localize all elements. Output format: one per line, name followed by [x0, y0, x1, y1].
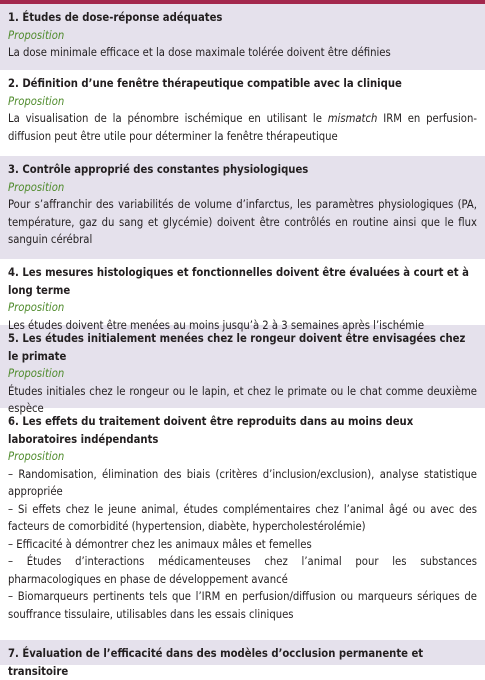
section-7: [0, 640, 485, 678]
section-title: 6. Les effets du traitement doivent être reproduits dans au moins deux laboratoires indépendants: [8, 415, 414, 446]
section-title: 7. Évaluation de l’efficacité dans des modèles d’occlusion permanente et transitoire: [8, 647, 424, 678]
section-title: 3. Contrôle approprié des constantes physiologiques: [8, 163, 309, 176]
section-title: 1. Études de dose-réponse adéquates: [8, 11, 223, 24]
section-body: [8, 110, 477, 145]
section-1: [0, 4, 485, 70]
bullet-item: – Randomisation, élimination des biais (critères d’inclusion/exclusion), analyse statistique appropriée: [8, 467, 477, 498]
body-text-part: La visualisation de la pénombre ischémique en utilisant le: [8, 112, 328, 125]
section-title: 5. Les études initialement menées chez le rongeur doivent être envisagées chez le primate: [8, 332, 466, 363]
section-2: [0, 70, 485, 156]
section-4: [0, 259, 485, 332]
section-title: 4. Les mesures histologiques et fonctionnelles doivent être évaluées à court et à long terme: [8, 266, 469, 297]
body-text-part: IRM en perfusion-diffusion peut être utile pour déterminer la fenêtre thérapeutique: [8, 112, 477, 143]
proposition-label: Proposition: [8, 28, 65, 42]
section-body: La dose minimale efficace et la dose maximale tolérée doivent être définies: [8, 46, 391, 59]
proposition-label: Proposition: [8, 180, 65, 194]
bullet-item: – Efficacité à démontrer chez les animaux mâles et femelles: [8, 537, 312, 551]
section-title: 2. Définition d’une fenêtre thérapeutique compatible avec la clinique: [8, 77, 402, 90]
section-5: [0, 325, 485, 415]
bullet-list: [8, 466, 477, 624]
bullet-item: – Études d’interactions médicamenteuses chez l’animal pour les substances pharmacologiques en phase de développement avancé: [8, 555, 477, 586]
section-body: Les études doivent être menées au moins jusqu’à 2 à 3 semaines après l’ischémie: [8, 318, 425, 332]
proposition-label: Proposition: [8, 450, 65, 463]
proposition-label: Proposition: [8, 94, 65, 108]
section-body: Études initiales chez le rongeur ou le lapin, et chez le primate ou le chat comme deuxième espèce: [8, 384, 477, 415]
bullet-item: – Biomarqueurs pertinents tels que l’IRM en perfusion/diffusion ou marqueurs sériques de souffrance tissulaire, utilisables dans les essais cliniques: [8, 590, 477, 621]
section-6: [0, 408, 485, 640]
section-body: Pour s’affranchir des variabilités de volume d’infarctus, les paramètres physiologiques (PA, température, gaz du sang et glycémie) doivent être contrôlés en routine ainsi que le flux sanguin cérébral: [8, 198, 477, 246]
bullet-item: – Si effets chez le jeune animal, études complémentaires chez l’animal âgé ou avec des facteurs de comorbidité (hypertension, diabète, hypercholestérolémie): [8, 502, 477, 533]
body-emphasis: mismatch: [327, 112, 378, 125]
proposition-label: Proposition: [8, 367, 65, 380]
proposition-label: Proposition: [8, 301, 65, 314]
section-3: [0, 156, 485, 259]
